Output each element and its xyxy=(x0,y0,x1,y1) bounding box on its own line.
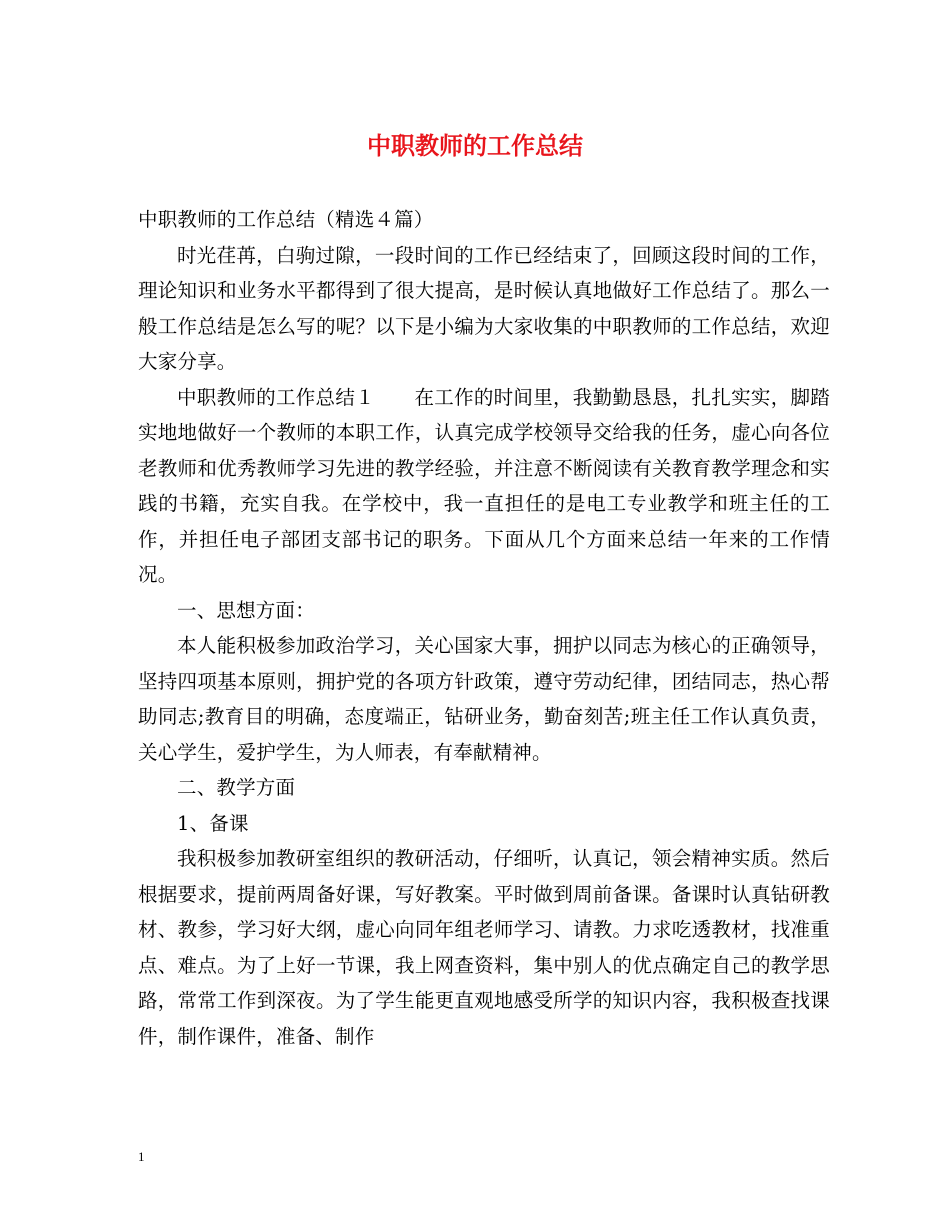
section-heading-thought: 一、思想方面： xyxy=(177,598,315,622)
document-subtitle: 中职教师的工作总结（精选４篇） xyxy=(138,208,434,231)
paragraph-lesson-prep: 我积极参加教研室组织的教研活动，仔细听，认真记，领会精神实质。然后根据要求，提前两周备好课，写好教案。平时做到周前备课。备课时认真钻研教材、教参，学习好大纲，虚心向同年组老师学习、请教。力求吃透教材，找准重点、难点。为了上好一节课，我上网查资料，集中别人的优点确定自己的教学思路，常常工作到深夜。为了学生能更直观地感受所学的知识内容，我积极查找课件，制作课件，准备、制作 xyxy=(138,847,830,1048)
paragraph-summary-1: 中职教师的工作总结１ 在工作的时间里，我勤勤恳恳，扎扎实实，脚踏实地地做好一个教师的本职工作，认真完成学校领导交给我的任务，虚心向各位老教师和优秀教师学习先进的教学经验，并注意不断阅读有关教育教学理念和实践的书籍，充实自我。在学校中，我一直担任的是电工专业教学和班主任的工作，并担任电子部团支部书记的职务。下面从几个方面来总结一年来的工作情况。 xyxy=(138,385,830,586)
page-number: 1 xyxy=(138,1149,145,1164)
document-title: 中职教师的工作总结 xyxy=(367,132,583,160)
document-body xyxy=(138,202,830,1054)
paragraph-thought: 本人能积极参加政治学习，关心国家大事，拥护以同志为核心的正确领导，坚持四项基本原则，拥护党的各项方针政策，遵守劳动纪律，团结同志，热心帮助同志;教育目的明确，态度端正，钻研业务，勤奋刻苦;班主任工作认真负责，关心学生，爱护学生，为人师表，有奉献精神。 xyxy=(138,634,830,764)
paragraph-intro: 时光荏苒，白驹过隙，一段时间的工作已经结束了，回顾这段时间的工作，理论知识和业务水平都得到了很大提高，是时候认真地做好工作总结了。那么一般工作总结是怎么写的呢？以下是小编为大家收集的中职教师的工作总结，欢迎大家分享。 xyxy=(138,243,830,373)
subsection-heading-lesson-prep: 1、备课 xyxy=(177,811,249,835)
section-heading-teaching: 二、教学方面 xyxy=(177,776,296,799)
